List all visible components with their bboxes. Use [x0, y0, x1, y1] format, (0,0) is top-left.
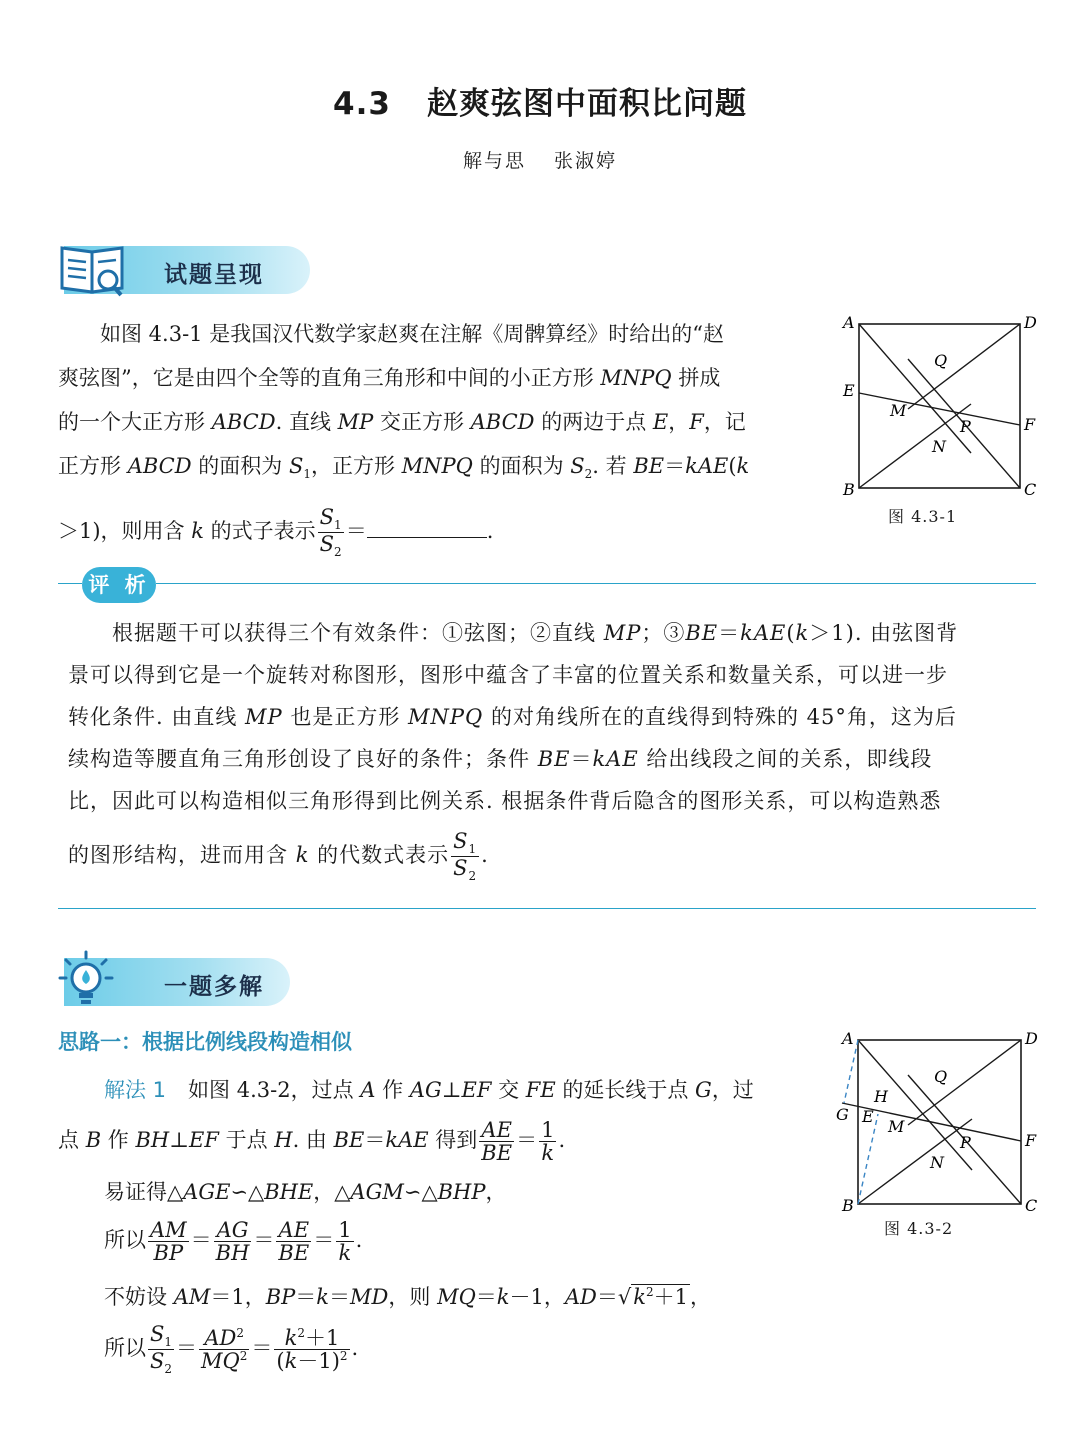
analysis-tag: 评 析	[82, 567, 156, 603]
figure-4-3-1-caption: 图 4.3-1	[888, 507, 958, 526]
label-C: C	[1025, 1196, 1038, 1215]
idea-title: 思路一：根据比例线段构造相似	[58, 1030, 352, 1054]
solution-line-3: 易证得△AGE∽△BHE，△AGM∽△BHP，	[104, 1180, 507, 1205]
solution-line-4: 所以 $\frac{AM}{BP}$ ＝ $\frac{AG}{BH}$ ＝ $\frac{AE}{BE}$ ＝ $\frac{1}{k}$ .	[104, 1218, 363, 1266]
analysis-bottom-rule	[58, 908, 1036, 909]
solution-line-5: 不妨设 AM＝1，BP＝k＝MD，则 MQ＝k－1，$AD=√k^2+1$，	[104, 1285, 712, 1310]
fraction-s1-s2: $\frac{S_1}{S_2}$	[319, 505, 342, 560]
label-G: G	[836, 1105, 849, 1124]
section-banner-label: 试题呈现	[164, 262, 264, 288]
label-F: F	[1024, 415, 1036, 434]
solution-line-2: 点 B 作 BH⊥EF 于点 H. 由 BE＝kAE 得到 $\frac{AE}{BE}$ ＝ $\frac{1}{k}$ .	[58, 1117, 566, 1165]
page-title	[0, 78, 1080, 123]
analysis-line-3: 转化条件. 由直线 MP 也是正方形 MNPQ 的对角线所在的直线得到特殊的 45°角，这为后	[68, 705, 957, 729]
label-N: N	[930, 1153, 944, 1172]
label-A: A	[842, 1029, 854, 1048]
method-label: 解法 1	[104, 1078, 167, 1102]
analysis-line-6: 的图形结构，进而用含 k 的代数式表示 $\frac{S_1}{S_2}$ .	[68, 829, 489, 883]
sqrt-sign: √	[617, 1285, 632, 1310]
problem-line-3: 的一个大正方形 ABCD. 直线 MP 交正方形 ABCD 的两边于点 E，F，记	[58, 410, 746, 434]
label-P: P	[960, 1133, 971, 1152]
problem-line-2: 爽弦图”，它是由四个全等的直角三角形和中间的小正方形 MNPQ 拼成	[58, 366, 721, 390]
problem-line-4: 正方形 ABCD 的面积为 $S_1$，正方形 MNPQ 的面积为 $S_2$. 若 BE＝kAE(k	[58, 454, 750, 482]
analysis-line-2: 景可以得到它是一个旋转对称图形，图形中蕴含了丰富的位置关系和数量关系，可以进一步	[68, 663, 948, 687]
label-E: E	[862, 1107, 874, 1126]
authors	[0, 146, 1080, 173]
figure-4-3-2-caption: 图 4.3-2	[884, 1219, 954, 1238]
problem-text	[58, 312, 822, 559]
label-B: B	[843, 480, 855, 499]
solution-line-1: 解法 1 如图 4.3-2，过点 A 作 AG⊥EF 交 FE 的延长线于点 G，过	[104, 1078, 754, 1102]
label-C: C	[1024, 480, 1037, 499]
label-H: H	[874, 1087, 888, 1106]
solution-line-6: 所以 $\frac{S_1}{S_2}$ ＝ $\frac{AD^2}{MQ^2}$ ＝ $\frac{k^2+1}{(k-1)^2}$ .	[104, 1322, 359, 1377]
label-E: E	[843, 381, 855, 400]
label-M: M	[890, 401, 907, 420]
answer-blank	[367, 515, 487, 538]
analysis-line-5: 比，因此可以构造相似三角形得到比例关系. 根据条件背后隐含的图形关系，可以构造熟悉	[68, 789, 942, 813]
author-2: 张淑婷	[554, 150, 618, 172]
problem-line-1: 如图 4.3-1 是我国汉代数学家赵爽在注解《周髀算经》时给出的“赵	[100, 322, 724, 346]
fraction-s1-s2-analysis: $\frac{S_1}{S_2}$	[453, 829, 478, 883]
analysis-rule-right	[156, 583, 1036, 584]
analysis-rule-left	[58, 583, 82, 584]
problem-line-5: ＞1)，则用含 k 的式子表示 $\frac{S_1}{S_2}$ ＝ .	[58, 505, 494, 560]
section-banner-label: 一题多解	[164, 974, 264, 1000]
label-Q: Q	[934, 351, 948, 370]
label-D: D	[1024, 313, 1037, 332]
label-B: B	[842, 1196, 854, 1215]
solution-text	[58, 1068, 822, 1376]
section-number: 4.3	[333, 86, 391, 122]
label-A: A	[843, 313, 855, 332]
analysis-line-4: 续构造等腰直角三角形创设了良好的条件；条件 BE＝kAE 给出线段之间的关系，即线段	[68, 747, 933, 771]
lightbulb-icon	[56, 950, 130, 1010]
label-F: F	[1025, 1131, 1037, 1150]
label-D: D	[1025, 1029, 1038, 1048]
label-Q: Q	[934, 1067, 948, 1086]
figure-4-3-1	[838, 312, 1048, 502]
label-M: M	[888, 1117, 905, 1136]
analysis-text	[68, 612, 1024, 883]
analysis-line-1: 根据题干可以获得三个有效条件：①弦图；②直线 MP；③BE＝kAE(k＞1). 由弦图背	[112, 621, 959, 645]
label-P: P	[960, 417, 971, 436]
section-title: 赵爽弦图中面积比问题	[426, 86, 747, 122]
figure-4-3-2	[830, 1028, 1050, 1218]
label-N: N	[932, 437, 946, 456]
author-1: 解与思	[462, 150, 526, 172]
open-book-magnifier-icon	[58, 240, 132, 300]
